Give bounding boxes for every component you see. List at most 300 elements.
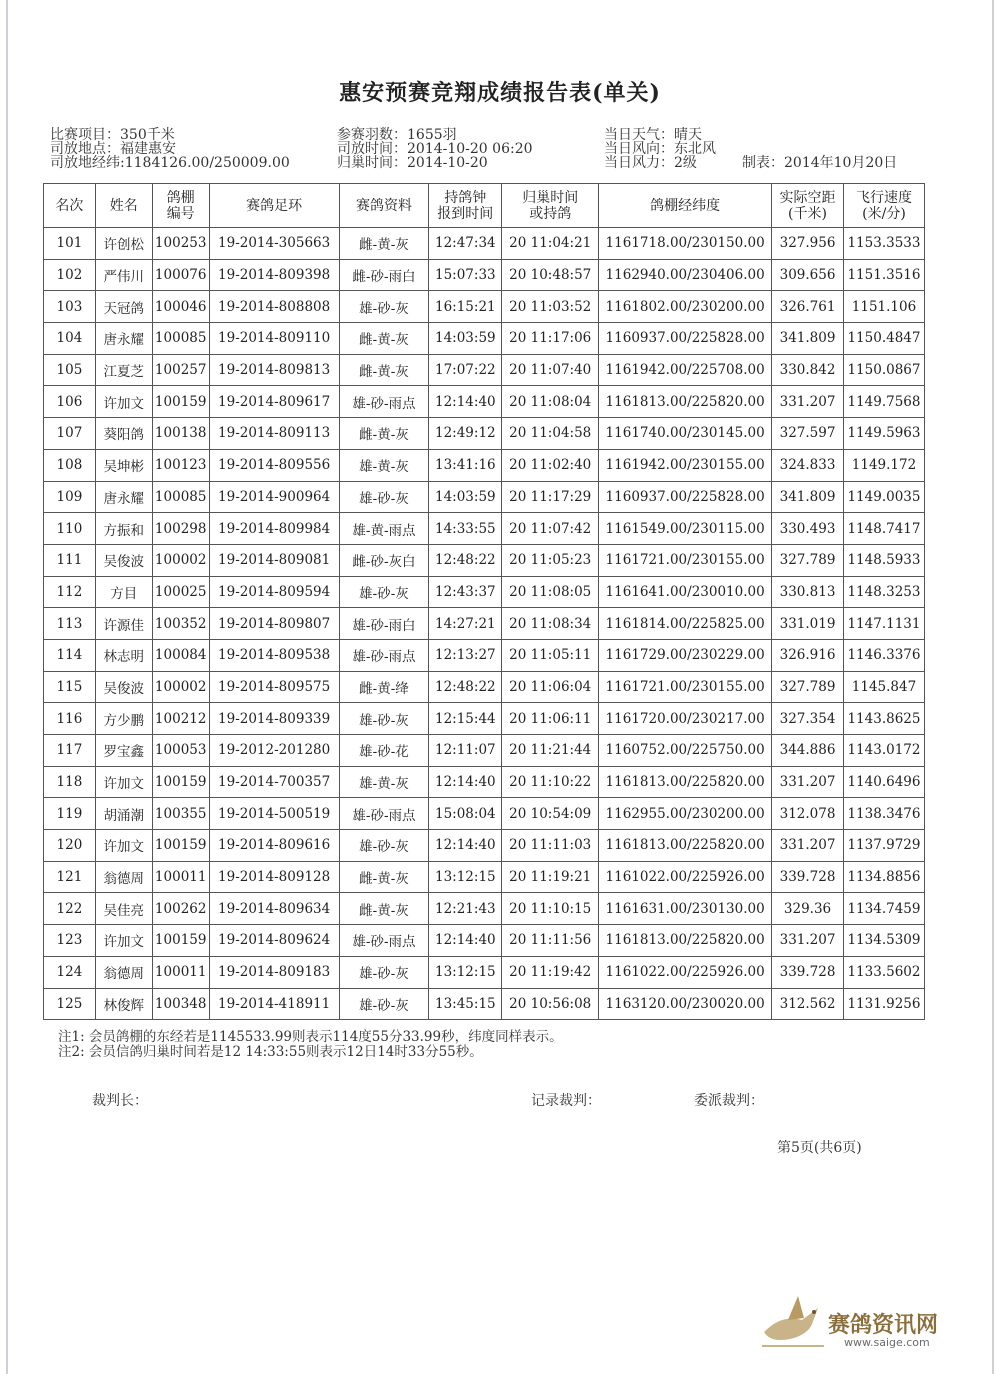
- cell-clock-time: 13:41:16: [429, 449, 502, 481]
- cell-name: 翁德周: [95, 861, 152, 893]
- cell-loft-coords: 1161814.00/225825.00: [599, 608, 772, 640]
- cell-loft-coords: 1161813.00/225820.00: [599, 830, 772, 862]
- cell-distance: 331.207: [772, 386, 844, 418]
- col-ring: 赛鸽足环: [209, 184, 339, 228]
- cell-ring: 19-2014-809624: [209, 925, 339, 957]
- cell-arrive-time: 20 11:04:21: [502, 228, 599, 260]
- note-2: 注2: 会员信鸽归巢时间若是12 14:33:55则表示12日14时33分55秒。: [58, 1044, 483, 1060]
- cell-rank: 107: [44, 418, 96, 450]
- cell-rank: 109: [44, 481, 96, 513]
- cell-rank: 118: [44, 766, 96, 798]
- cell-name: 罗宝鑫: [95, 735, 152, 767]
- table-row: [44, 259, 925, 291]
- cell-distance: 326.916: [772, 639, 844, 671]
- col-clock: 持鸽钟 报到时间: [429, 184, 502, 228]
- table-row: [44, 735, 925, 767]
- cell-loft-coords: 1163120.00/230020.00: [599, 988, 772, 1020]
- cell-loft-id: 100352: [152, 608, 209, 640]
- cell-name: 林俊辉: [95, 988, 152, 1020]
- cell-rank: 110: [44, 513, 96, 545]
- cell-desc: 雄-黄-灰: [339, 766, 429, 798]
- cell-clock-time: 15:08:04: [429, 798, 502, 830]
- cell-ring: 19-2014-809556: [209, 449, 339, 481]
- cell-clock-time: 13:12:15: [429, 861, 502, 893]
- cell-clock-time: 12:48:22: [429, 671, 502, 703]
- results-body: [44, 228, 925, 1020]
- cell-rank: 116: [44, 703, 96, 735]
- cell-loft-coords: 1161022.00/225926.00: [599, 956, 772, 988]
- cell-loft-coords: 1161721.00/230155.00: [599, 671, 772, 703]
- cell-name: 许加文: [95, 386, 152, 418]
- cell-ring: 19-2014-809807: [209, 608, 339, 640]
- cell-name: 唐永耀: [95, 323, 152, 355]
- cell-desc: 雌-黄-灰: [339, 418, 429, 450]
- cell-speed: 1145.847: [843, 671, 924, 703]
- cell-speed: 1150.4847: [843, 323, 924, 355]
- cell-distance: 331.207: [772, 830, 844, 862]
- cell-clock-time: 12:15:44: [429, 703, 502, 735]
- cell-clock-time: 14:03:59: [429, 481, 502, 513]
- cell-desc: 雄-黄-雨点: [339, 513, 429, 545]
- cell-clock-time: 16:15:21: [429, 291, 502, 323]
- cell-clock-time: 12:48:22: [429, 544, 502, 576]
- cell-ring: 19-2014-809984: [209, 513, 339, 545]
- cell-distance: 341.809: [772, 323, 844, 355]
- cell-loft-coords: 1162955.00/230200.00: [599, 798, 772, 830]
- cell-desc: 雄-砂-雨点: [339, 798, 429, 830]
- cell-loft-coords: 1161942.00/225708.00: [599, 354, 772, 386]
- cell-name: 翁德周: [95, 956, 152, 988]
- col-name: 姓名: [95, 184, 152, 228]
- cell-loft-id: 100159: [152, 766, 209, 798]
- cell-distance: 326.761: [772, 291, 844, 323]
- cell-loft-id: 100046: [152, 291, 209, 323]
- table-row: [44, 861, 925, 893]
- table-row: [44, 418, 925, 450]
- cell-speed: 1151.106: [843, 291, 924, 323]
- cell-distance: 327.956: [772, 228, 844, 260]
- page-number: 第5页(共6页): [777, 1140, 862, 1156]
- cell-clock-time: 12:13:27: [429, 639, 502, 671]
- cell-clock-time: 14:33:55: [429, 513, 502, 545]
- cell-desc: 雄-砂-灰: [339, 830, 429, 862]
- cell-name: 葵阳鸽: [95, 418, 152, 450]
- cell-arrive-time: 20 11:19:42: [502, 956, 599, 988]
- cell-clock-time: 13:12:15: [429, 956, 502, 988]
- table-row: [44, 449, 925, 481]
- table-row: [44, 956, 925, 988]
- cell-loft-id: 100355: [152, 798, 209, 830]
- cell-name: 吴俊波: [95, 671, 152, 703]
- cell-rank: 101: [44, 228, 96, 260]
- cell-loft-id: 100348: [152, 988, 209, 1020]
- info-wind-force: 当日风力：2级: [604, 155, 697, 171]
- cell-desc: 雌-砂-灰白: [339, 544, 429, 576]
- cell-ring: 19-2014-700357: [209, 766, 339, 798]
- cell-rank: 122: [44, 893, 96, 925]
- cell-loft-id: 100123: [152, 449, 209, 481]
- cell-clock-time: 12:49:12: [429, 418, 502, 450]
- info-release-place: 司放地点：福建惠安: [50, 141, 176, 157]
- table-row: [44, 639, 925, 671]
- cell-desc: 雄-砂-灰: [339, 291, 429, 323]
- cell-loft-id: 100085: [152, 481, 209, 513]
- cell-desc: 雌-黄-灰: [339, 228, 429, 260]
- cell-name: 许加文: [95, 830, 152, 862]
- cell-loft-id: 100002: [152, 544, 209, 576]
- cell-loft-coords: 1161813.00/225820.00: [599, 766, 772, 798]
- cell-speed: 1134.5309: [843, 925, 924, 957]
- cell-desc: 雄-砂-雨点: [339, 386, 429, 418]
- cell-arrive-time: 20 11:11:03: [502, 830, 599, 862]
- cell-clock-time: 12:43:37: [429, 576, 502, 608]
- table-row: [44, 925, 925, 957]
- cell-ring: 19-2014-500519: [209, 798, 339, 830]
- cell-desc: 雄-砂-灰: [339, 956, 429, 988]
- cell-arrive-time: 20 10:48:57: [502, 259, 599, 291]
- cell-loft-coords: 1160937.00/225828.00: [599, 481, 772, 513]
- table-row: [44, 481, 925, 513]
- table-row: [44, 703, 925, 735]
- cell-distance: 329.36: [772, 893, 844, 925]
- cell-ring: 19-2014-808808: [209, 291, 339, 323]
- cell-rank: 105: [44, 354, 96, 386]
- report-title: 惠安预赛竞翔成绩报告表(单关): [339, 80, 661, 106]
- cell-rank: 108: [44, 449, 96, 481]
- cell-speed: 1148.5933: [843, 544, 924, 576]
- info-entries: 参赛羽数：1655羽: [337, 127, 457, 143]
- cell-clock-time: 12:11:07: [429, 735, 502, 767]
- cell-loft-id: 100011: [152, 861, 209, 893]
- cell-desc: 雌-黄-灰: [339, 323, 429, 355]
- cell-name: 许源佳: [95, 608, 152, 640]
- cell-distance: 312.562: [772, 988, 844, 1020]
- cell-loft-coords: 1161942.00/230155.00: [599, 449, 772, 481]
- cell-loft-id: 100159: [152, 386, 209, 418]
- cell-speed: 1151.3516: [843, 259, 924, 291]
- cell-distance: 330.493: [772, 513, 844, 545]
- cell-speed: 1137.9729: [843, 830, 924, 862]
- cell-distance: 339.728: [772, 956, 844, 988]
- cell-loft-coords: 1161022.00/225926.00: [599, 861, 772, 893]
- cell-clock-time: 17:07:22: [429, 354, 502, 386]
- cell-distance: 327.597: [772, 418, 844, 450]
- watermark-logo: [758, 1290, 958, 1354]
- cell-rank: 117: [44, 735, 96, 767]
- cell-arrive-time: 20 10:54:09: [502, 798, 599, 830]
- cell-speed: 1153.3533: [843, 228, 924, 260]
- cell-ring: 19-2014-809617: [209, 386, 339, 418]
- cell-clock-time: 14:03:59: [429, 323, 502, 355]
- cell-loft-coords: 1160937.00/225828.00: [599, 323, 772, 355]
- cell-desc: 雄-砂-雨点: [339, 925, 429, 957]
- cell-ring: 19-2014-809339: [209, 703, 339, 735]
- cell-ring: 19-2014-809575: [209, 671, 339, 703]
- cell-ring: 19-2014-809398: [209, 259, 339, 291]
- cell-loft-id: 100025: [152, 576, 209, 608]
- cell-name: 严伟川: [95, 259, 152, 291]
- cell-speed: 1149.5963: [843, 418, 924, 450]
- cell-distance: 309.656: [772, 259, 844, 291]
- cell-name: 唐永耀: [95, 481, 152, 513]
- table-row: [44, 323, 925, 355]
- cell-rank: 102: [44, 259, 96, 291]
- cell-desc: 雄-砂-灰: [339, 703, 429, 735]
- cell-loft-id: 100076: [152, 259, 209, 291]
- cell-arrive-time: 20 11:06:11: [502, 703, 599, 735]
- cell-ring: 19-2014-809538: [209, 639, 339, 671]
- cell-speed: 1148.7417: [843, 513, 924, 545]
- page-border-left: [6, 0, 8, 1374]
- cell-speed: 1131.9256: [843, 988, 924, 1020]
- cell-loft-coords: 1160752.00/225750.00: [599, 735, 772, 767]
- cell-desc: 雌-黄-绛: [339, 671, 429, 703]
- cell-clock-time: 15:07:33: [429, 259, 502, 291]
- cell-rank: 103: [44, 291, 96, 323]
- cell-loft-id: 100253: [152, 228, 209, 260]
- cell-ring: 19-2014-809128: [209, 861, 339, 893]
- cell-rank: 119: [44, 798, 96, 830]
- cell-speed: 1134.8856: [843, 861, 924, 893]
- table-row: [44, 354, 925, 386]
- cell-loft-coords: 1161729.00/230229.00: [599, 639, 772, 671]
- table-row: [44, 544, 925, 576]
- cell-arrive-time: 20 10:56:08: [502, 988, 599, 1020]
- cell-arrive-time: 20 11:06:04: [502, 671, 599, 703]
- cell-rank: 124: [44, 956, 96, 988]
- cell-loft-id: 100053: [152, 735, 209, 767]
- cell-arrive-time: 20 11:11:56: [502, 925, 599, 957]
- cell-speed: 1148.3253: [843, 576, 924, 608]
- cell-rank: 104: [44, 323, 96, 355]
- table-row: [44, 576, 925, 608]
- col-distance: 实际空距 (千米): [772, 184, 844, 228]
- cell-speed: 1147.1131: [843, 608, 924, 640]
- notes: [58, 1030, 563, 1060]
- cell-loft-id: 100138: [152, 418, 209, 450]
- cell-speed: 1150.0867: [843, 354, 924, 386]
- cell-ring: 19-2014-809634: [209, 893, 339, 925]
- cell-ring: 19-2014-305663: [209, 228, 339, 260]
- table-row: [44, 291, 925, 323]
- cell-ring: 19-2014-418911: [209, 988, 339, 1020]
- cell-arrive-time: 20 11:02:40: [502, 449, 599, 481]
- table-row: [44, 228, 925, 260]
- cell-loft-id: 100159: [152, 925, 209, 957]
- cell-desc: 雌-黄-灰: [339, 861, 429, 893]
- table-row: [44, 988, 925, 1020]
- cell-arrive-time: 20 11:07:40: [502, 354, 599, 386]
- cell-loft-coords: 1161813.00/225820.00: [599, 925, 772, 957]
- cell-clock-time: 12:14:40: [429, 766, 502, 798]
- cell-speed: 1149.172: [843, 449, 924, 481]
- delegated-referee-label: 委派裁判：: [694, 1093, 764, 1109]
- cell-rank: 125: [44, 988, 96, 1020]
- cell-loft-coords: 1161721.00/230155.00: [599, 544, 772, 576]
- cell-distance: 327.789: [772, 671, 844, 703]
- cell-distance: 330.813: [772, 576, 844, 608]
- header-row: [44, 184, 925, 228]
- cell-loft-coords: 1161718.00/230150.00: [599, 228, 772, 260]
- cell-loft-coords: 1161631.00/230130.00: [599, 893, 772, 925]
- table-row: [44, 608, 925, 640]
- cell-distance: 331.207: [772, 925, 844, 957]
- cell-loft-coords: 1161813.00/225820.00: [599, 386, 772, 418]
- info-return-time: 归巢时间：2014-10-20: [337, 155, 488, 171]
- note-1: 注1: 会员鸽棚的东经若是1145533.99则表示114度55分33.99秒，纬度同样表示。: [58, 1029, 563, 1045]
- info-release-coords: 司放地经纬:1184126.00/250009.00: [50, 155, 290, 171]
- cell-name: 方振和: [95, 513, 152, 545]
- col-coords: 鸽棚经纬度: [599, 184, 772, 228]
- table-row: [44, 671, 925, 703]
- cell-name: 许创松: [95, 228, 152, 260]
- cell-name: 胡涌潮: [95, 798, 152, 830]
- cell-arrive-time: 20 11:05:11: [502, 639, 599, 671]
- cell-name: 吴坤彬: [95, 449, 152, 481]
- table-row: [44, 893, 925, 925]
- cell-name: 方少鹏: [95, 703, 152, 735]
- cell-loft-id: 100085: [152, 323, 209, 355]
- cell-clock-time: 12:47:34: [429, 228, 502, 260]
- cell-loft-coords: 1161720.00/230217.00: [599, 703, 772, 735]
- cell-arrive-time: 20 11:03:52: [502, 291, 599, 323]
- cell-name: 吴佳亮: [95, 893, 152, 925]
- cell-distance: 327.354: [772, 703, 844, 735]
- cell-clock-time: 14:27:21: [429, 608, 502, 640]
- cell-desc: 雌-黄-灰: [339, 893, 429, 925]
- info-made-date: 制表：2014年10月20日: [742, 155, 898, 171]
- cell-speed: 1140.6496: [843, 766, 924, 798]
- col-rank: 名次: [44, 184, 96, 228]
- cell-desc: 雌-砂-雨白: [339, 259, 429, 291]
- cell-loft-id: 100212: [152, 703, 209, 735]
- cell-loft-id: 100002: [152, 671, 209, 703]
- cell-distance: 344.886: [772, 735, 844, 767]
- cell-arrive-time: 20 11:08:04: [502, 386, 599, 418]
- cell-rank: 120: [44, 830, 96, 862]
- cell-speed: 1143.0172: [843, 735, 924, 767]
- cell-clock-time: 12:14:40: [429, 925, 502, 957]
- cell-rank: 121: [44, 861, 96, 893]
- cell-ring: 19-2014-809113: [209, 418, 339, 450]
- cell-ring: 19-2014-809813: [209, 354, 339, 386]
- cell-clock-time: 12:14:40: [429, 830, 502, 862]
- cell-clock-time: 12:21:43: [429, 893, 502, 925]
- cell-arrive-time: 20 11:08:34: [502, 608, 599, 640]
- col-arrive: 归巢时间 或持鸽: [502, 184, 599, 228]
- cell-name: 天冠鸽: [95, 291, 152, 323]
- cell-distance: 339.728: [772, 861, 844, 893]
- chief-referee-label: 裁判长：: [92, 1093, 148, 1109]
- cell-speed: 1143.8625: [843, 703, 924, 735]
- info-weather: 当日天气：晴天: [604, 127, 702, 143]
- cell-arrive-time: 20 11:08:05: [502, 576, 599, 608]
- page-border-right: [992, 0, 994, 1374]
- table-row: [44, 830, 925, 862]
- cell-clock-time: 12:14:40: [429, 386, 502, 418]
- cell-desc: 雄-砂-灰: [339, 576, 429, 608]
- cell-arrive-time: 20 11:04:58: [502, 418, 599, 450]
- cell-arrive-time: 20 11:17:06: [502, 323, 599, 355]
- cell-ring: 19-2014-809081: [209, 544, 339, 576]
- cell-name: 许加文: [95, 766, 152, 798]
- table-row: [44, 798, 925, 830]
- cell-rank: 106: [44, 386, 96, 418]
- cell-distance: 312.078: [772, 798, 844, 830]
- cell-distance: 330.842: [772, 354, 844, 386]
- cell-speed: 1138.3476: [843, 798, 924, 830]
- table-row: [44, 513, 925, 545]
- cell-distance: 331.207: [772, 766, 844, 798]
- results-table: [43, 183, 925, 1020]
- cell-distance: 324.833: [772, 449, 844, 481]
- cell-speed: 1149.7568: [843, 386, 924, 418]
- cell-distance: 327.789: [772, 544, 844, 576]
- cell-desc: 雄-砂-花: [339, 735, 429, 767]
- cell-distance: 331.019: [772, 608, 844, 640]
- cell-rank: 114: [44, 639, 96, 671]
- table-row: [44, 386, 925, 418]
- cell-loft-coords: 1161802.00/230200.00: [599, 291, 772, 323]
- cell-rank: 112: [44, 576, 96, 608]
- cell-loft-coords: 1161549.00/230115.00: [599, 513, 772, 545]
- info-event: 比赛项目：350千米: [50, 127, 175, 143]
- cell-ring: 19-2014-809594: [209, 576, 339, 608]
- cell-name: 吴俊波: [95, 544, 152, 576]
- cell-distance: 341.809: [772, 481, 844, 513]
- cell-loft-id: 100159: [152, 830, 209, 862]
- cell-arrive-time: 20 11:17:29: [502, 481, 599, 513]
- cell-arrive-time: 20 11:21:44: [502, 735, 599, 767]
- cell-desc: 雄-黄-灰: [339, 449, 429, 481]
- cell-loft-id: 100257: [152, 354, 209, 386]
- cell-arrive-time: 20 11:10:15: [502, 893, 599, 925]
- info-wind-dir: 当日风向：东北风: [604, 141, 716, 157]
- cell-arrive-time: 20 11:07:42: [502, 513, 599, 545]
- cell-speed: 1133.5602: [843, 956, 924, 988]
- col-speed: 飞行速度 (米/分): [843, 184, 924, 228]
- cell-desc: 雄-砂-灰: [339, 481, 429, 513]
- cell-speed: 1149.0035: [843, 481, 924, 513]
- watermark-url: www.saige.com: [844, 1336, 930, 1349]
- cell-loft-coords: 1161641.00/230010.00: [599, 576, 772, 608]
- cell-name: 林志明: [95, 639, 152, 671]
- cell-ring: 19-2014-900964: [209, 481, 339, 513]
- cell-name: 方目: [95, 576, 152, 608]
- cell-loft-coords: 1161740.00/230145.00: [599, 418, 772, 450]
- cell-ring: 19-2014-809616: [209, 830, 339, 862]
- cell-ring: 19-2014-809110: [209, 323, 339, 355]
- cell-loft-id: 100084: [152, 639, 209, 671]
- cell-clock-time: 13:45:15: [429, 988, 502, 1020]
- cell-name: 许加文: [95, 925, 152, 957]
- cell-rank: 111: [44, 544, 96, 576]
- cell-name: 江夏芝: [95, 354, 152, 386]
- cell-arrive-time: 20 11:10:22: [502, 766, 599, 798]
- cell-desc: 雄-砂-雨白: [339, 608, 429, 640]
- cell-speed: 1134.7459: [843, 893, 924, 925]
- pigeon-logo-icon: [758, 1290, 828, 1354]
- table-row: [44, 766, 925, 798]
- cell-desc: 雄-砂-灰: [339, 988, 429, 1020]
- cell-ring: 19-2014-809183: [209, 956, 339, 988]
- cell-loft-id: 100298: [152, 513, 209, 545]
- cell-rank: 123: [44, 925, 96, 957]
- cell-arrive-time: 20 11:05:23: [502, 544, 599, 576]
- col-desc: 赛鸽资料: [339, 184, 429, 228]
- cell-speed: 1146.3376: [843, 639, 924, 671]
- cell-desc: 雌-黄-灰: [339, 354, 429, 386]
